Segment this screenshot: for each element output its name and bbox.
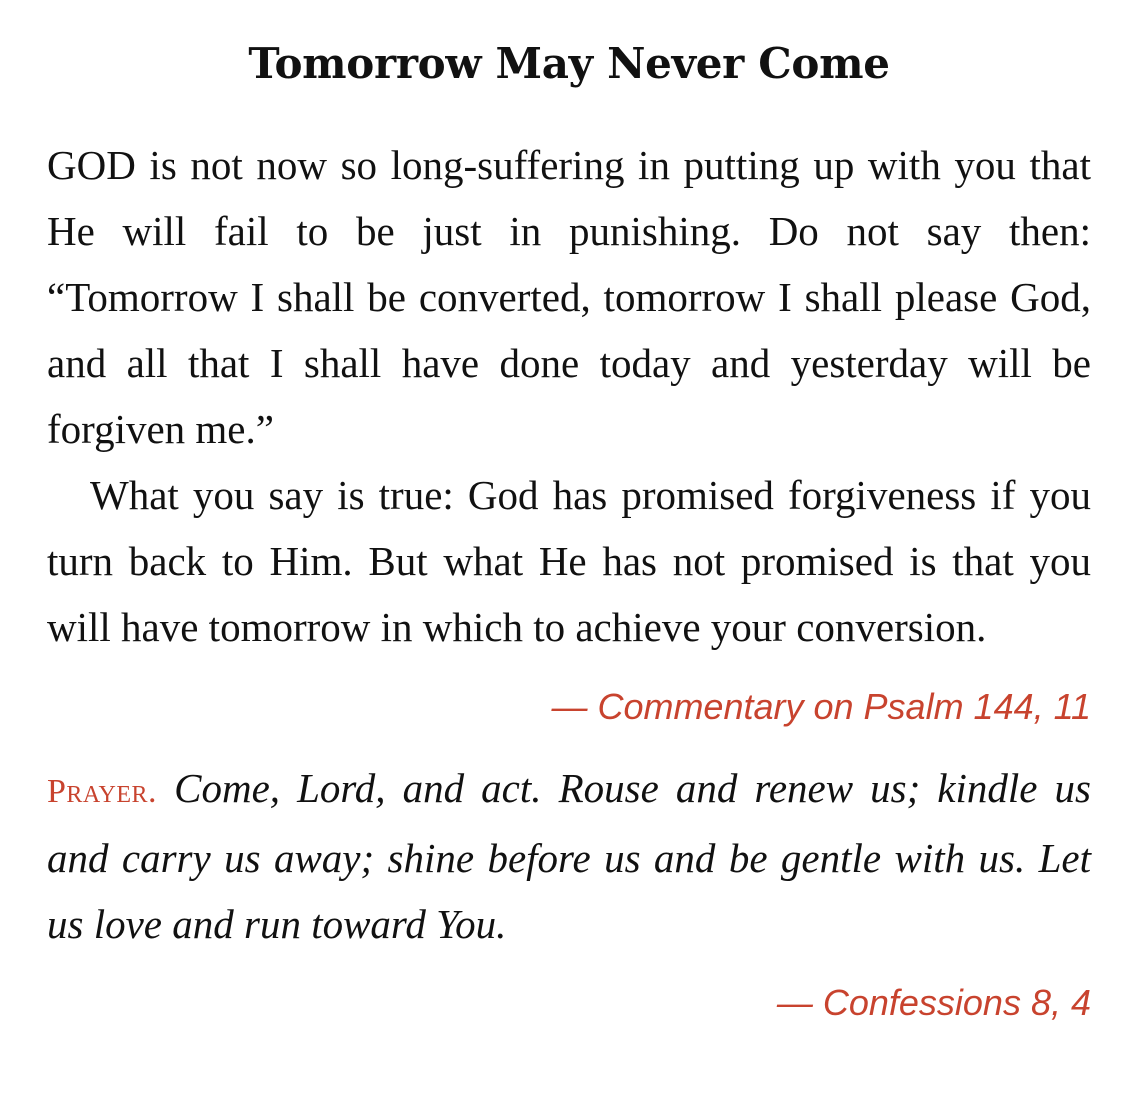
body-paragraph-1: GOD is not now so long-suffering in putting up with you that He will fail to be just in punishing. Do not say then: “Tomorrow I shall be converted, tomorrow I shall please God, and all that I shall have done today and yesterday will be forgiven me.”: [47, 142, 1091, 452]
source-attribution: — Commentary on Psalm 144, 11: [551, 686, 1091, 727]
reading-page: [47, 0, 1091, 1025]
prayer-attribution: — Confessions 8, 4: [776, 982, 1091, 1023]
prayer-text: Come, Lord, and act. Rouse and renew us; kindle us and carry us away; shine before us and be gentle with us. Let us love and run toward You.: [47, 765, 1091, 947]
prayer-paragraph: [47, 755, 1091, 957]
body-paragraph-2: What you say is true: God has promised forgiveness if you turn back to Him. But what He has not promised is that you will have tomorrow in which to achieve your conversion.: [47, 472, 1091, 650]
page-title: Tomorrow May Never Come: [248, 39, 890, 88]
prayer-label: Prayer.: [47, 773, 158, 810]
